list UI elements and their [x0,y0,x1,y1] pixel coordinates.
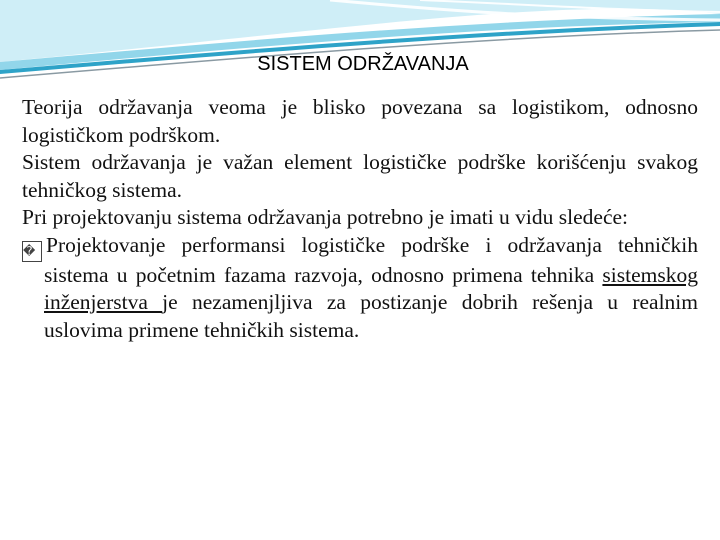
bullet-text-after: je nezamenjljiva za postizanje dobrih rešenja u realnim uslovima primene tehničkih sistema. [44,290,698,342]
header-wave-decoration [0,0,720,90]
bullet-text-before: Projektovanje performansi logističke podrške i održavanja tehničkih sistema u početnim fazama razvoja, odnosno primena tehnika [44,232,698,287]
bullet-item [22,232,698,345]
slide-title: SISTEM ODRŽAVANJA [257,53,469,75]
slide-body [22,94,698,344]
paragraph-3: Pri projektovanju sistema održavanja potrebno je imati u vidu sledeće: [22,205,629,229]
paragraph-1: Teorija održavanja veoma je blisko povezana sa logistikom, odnosno logističkom podrškom. [22,95,698,147]
underlined-term: sistemskog inženjerstva [44,262,698,314]
paragraph-2: Sistem održavanja je važan element logističke podrške korišćenju svakog tehničkog sistema. [22,150,698,202]
bullet-marker-icon: � [22,241,42,262]
